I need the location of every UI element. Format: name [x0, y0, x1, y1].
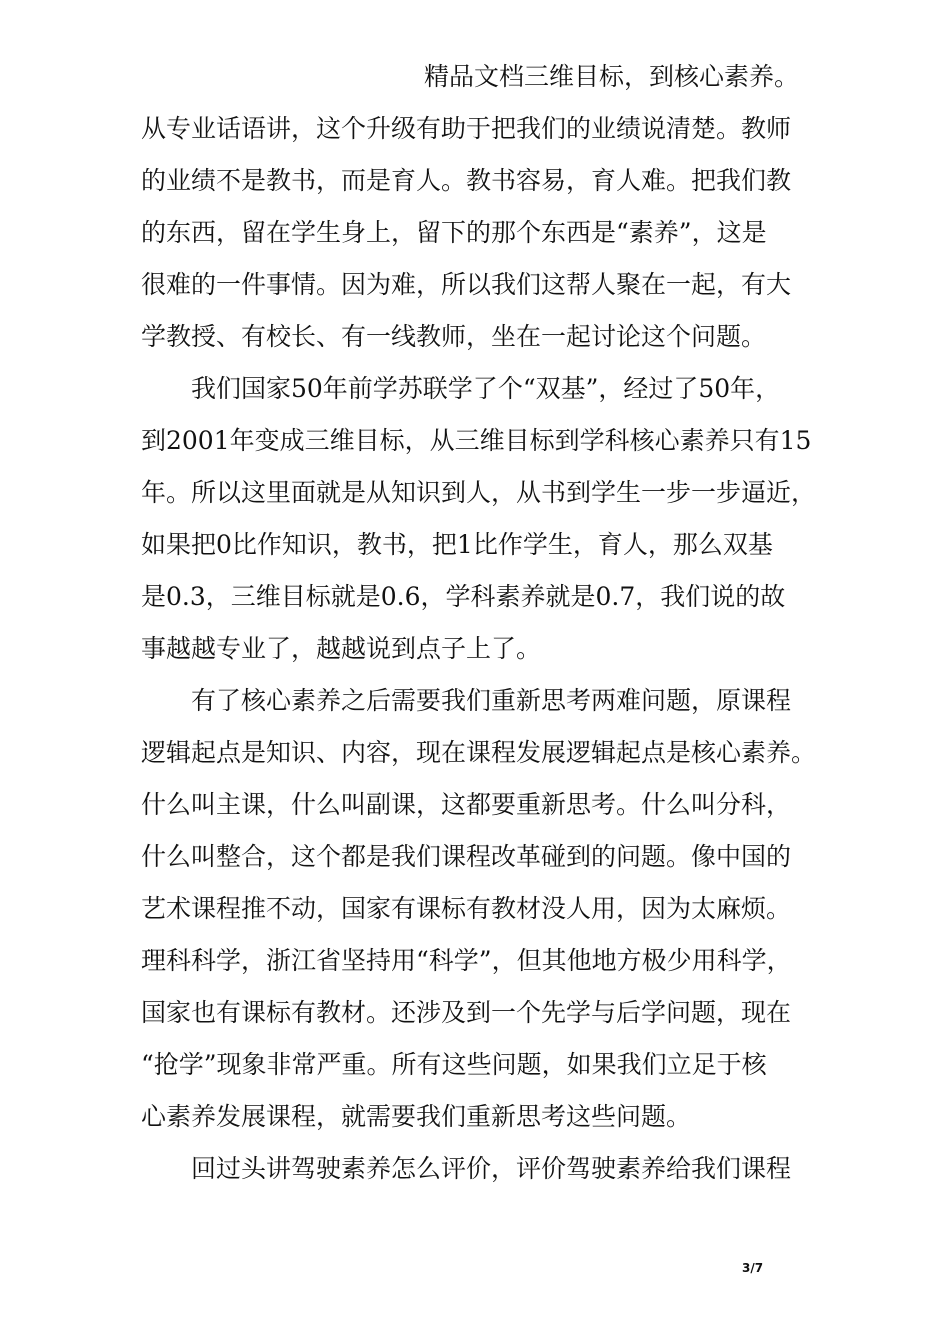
text-line: 的业绩不是教书，而是育人。教书容易，育人难。把我们教 [141, 166, 792, 195]
page-number: 3/7 [742, 1261, 764, 1275]
text-line: 什么叫主课，什么叫副课，这都要重新思考。什么叫分科， [141, 790, 792, 819]
header-text: 精品文档三维目标，到核心素养。 [424, 62, 800, 91]
text-line: 有了核心素养之后需要我们重新思考两难问题，原课程 [191, 686, 792, 715]
text-line: 我们国家50年前学苏联学了个“双基”，经过了50年， [191, 374, 781, 403]
text-line: 事越越专业了，越越说到点子上了。 [141, 634, 542, 663]
text-line: 国家也有课标有教材。还涉及到一个先学与后学问题，现在 [141, 998, 792, 1027]
text-line: 逻辑起点是知识、内容，现在课程发展逻辑起点是核心素养。 [141, 738, 817, 767]
text-line: 如果把0比作知识，教书，把1比作学生，育人，那么双基 [141, 530, 773, 559]
text-line: 年。所以这里面就是从知识到人，从书到学生一步一步逼近， [141, 478, 817, 507]
text-line: 什么叫整合，这个都是我们课程改革碰到的问题。像中国的 [141, 842, 792, 871]
text-line: 学教授、有校长、有一线教师，坐在一起讨论这个问题。 [141, 322, 767, 351]
text-line: 回过头讲驾驶素养怎么评价，评价驾驶素养给我们课程 [191, 1154, 792, 1183]
text-line: 理科科学，浙江省坚持用“科学”，但其他地方极少用科学， [141, 946, 792, 975]
text-line: 很难的一件事情。因为难，所以我们这帮人聚在一起，有大 [141, 270, 792, 299]
text-line: 到2001年变成三维目标，从三维目标到学科核心素养只有15 [141, 426, 812, 455]
text-line: 从专业话语讲，这个升级有助于把我们的业绩说清楚。教师 [141, 114, 792, 143]
text-line: 艺术课程推不动，国家有课标有教材没人用，因为太麻烦。 [141, 894, 792, 923]
text-line: 的东西，留在学生身上，留下的那个东西是“素养”，这是 [141, 218, 767, 247]
text-line: 是0.3，三维目标就是0.6，学科素养就是0.7，我们说的故 [141, 582, 786, 611]
text-line: 心素养发展课程，就需要我们重新思考这些问题。 [141, 1102, 692, 1131]
text-line: “抢学”现象非常严重。所有这些问题，如果我们立足于核 [141, 1050, 767, 1079]
